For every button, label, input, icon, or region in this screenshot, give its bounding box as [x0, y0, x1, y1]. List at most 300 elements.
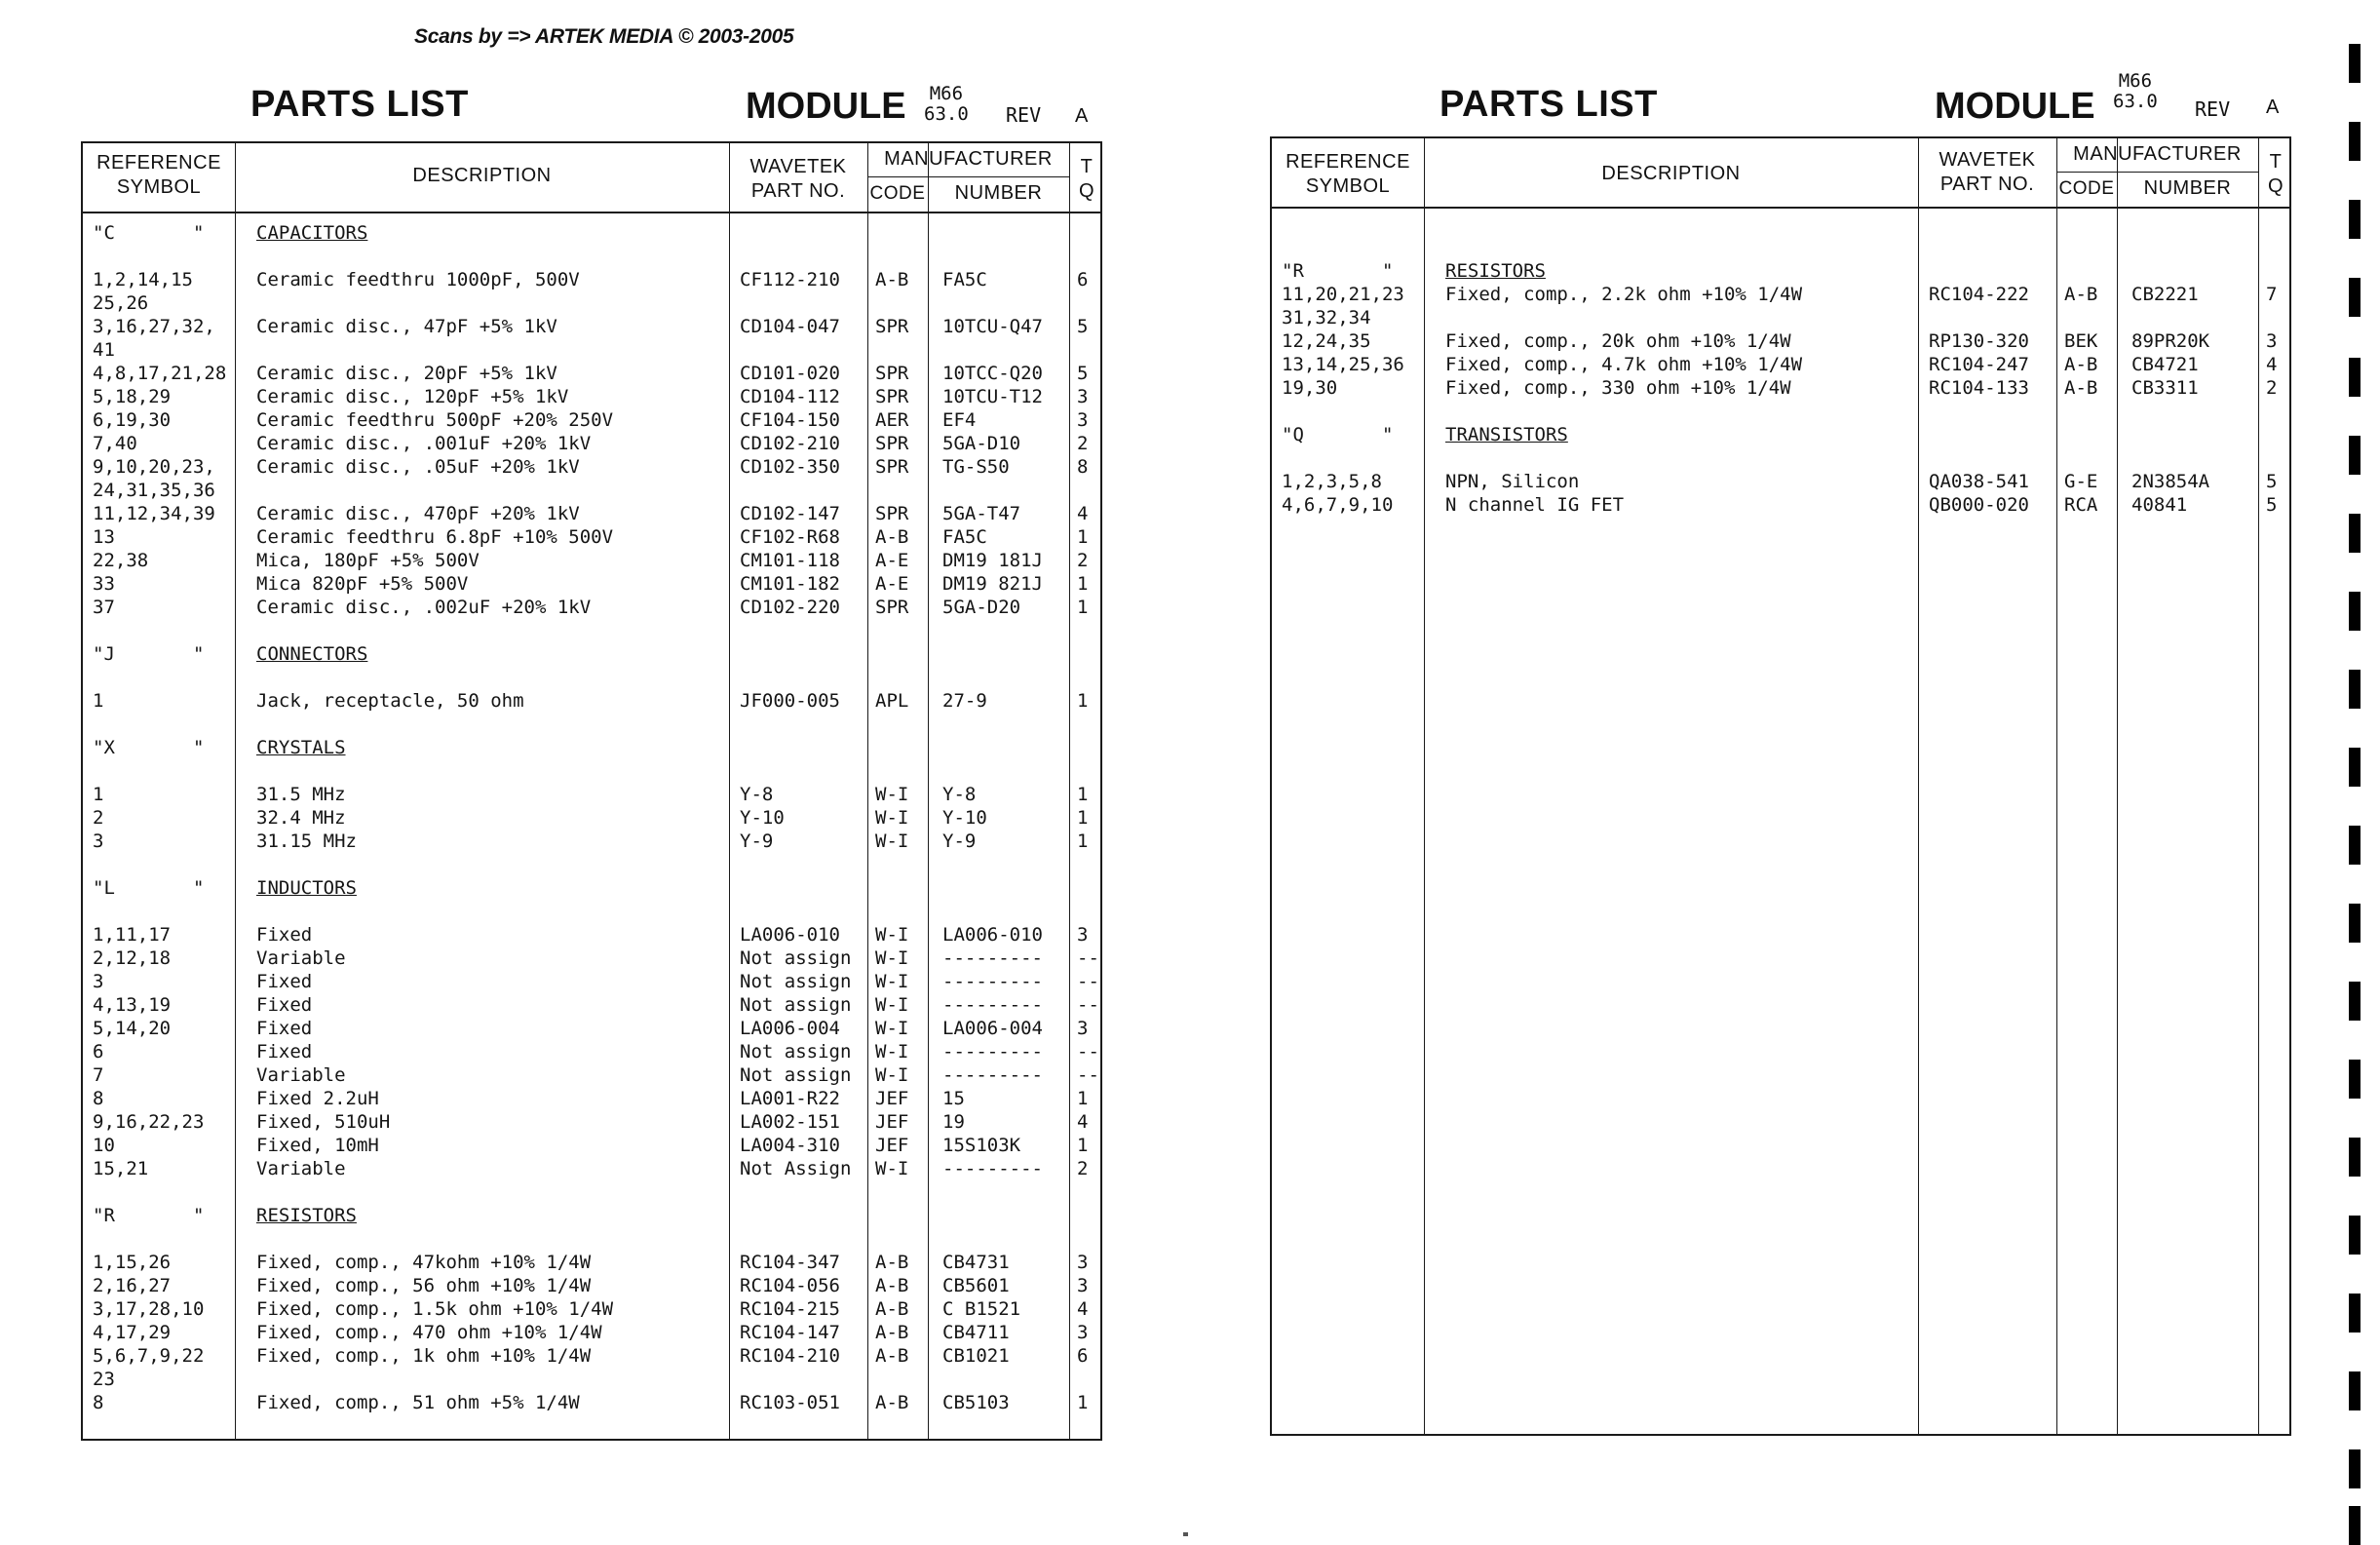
table-row: [83, 525, 1100, 549]
table-row: [83, 502, 1100, 525]
cell-desc: Ceramic disc., 20pF +5% 1kV: [256, 363, 557, 384]
cell-desc: Ceramic disc., 47pF +5% 1kV: [256, 316, 557, 337]
cell-desc: N channel IG FET: [1445, 494, 1625, 516]
table-row: [83, 1391, 1100, 1414]
cell-num: Y-8: [942, 784, 977, 805]
cell-part: RC104-347: [740, 1252, 840, 1273]
binder-mark: [2349, 514, 2361, 553]
cell-tq: 6: [1077, 269, 1089, 290]
cell-ref: 37: [93, 597, 115, 618]
cell-ref: 4,17,29: [93, 1322, 172, 1343]
cell-code: SPR: [875, 316, 909, 337]
cell-tq: 1: [1077, 1392, 1089, 1413]
cell-num: 5GA-D20: [942, 597, 1021, 618]
cell-tq: --: [1077, 947, 1099, 969]
cell-desc: Fixed, comp., 56 ohm +10% 1/4W: [256, 1275, 592, 1296]
cell-ref: 1,2,14,15: [93, 269, 193, 290]
hdr-code: CODE: [2058, 178, 2115, 199]
hdr-description: DESCRIPTION: [1601, 163, 1741, 184]
cell-ref: 1,2,3,5,8: [1282, 471, 1382, 492]
cell-part: LA004-310: [740, 1135, 840, 1156]
table-row: [1272, 353, 2289, 376]
cell-part: LA002-151: [740, 1111, 840, 1133]
table-row: [83, 1297, 1100, 1321]
cell-ref: 1: [93, 784, 104, 805]
scan-dot: [1183, 1532, 1188, 1536]
cell-part: CD102-210: [740, 433, 840, 454]
spacer-row: [1272, 446, 2289, 470]
cell-code: W-I: [875, 971, 909, 992]
right-parts-table: [1270, 136, 2291, 1436]
cell-num: LA006-004: [942, 1018, 1043, 1039]
hdr-number: NUMBER: [954, 182, 1043, 204]
cell-part: Not assign: [740, 994, 852, 1016]
cell-tq: 1: [1077, 690, 1089, 712]
hdr-reference: REFERENCE SYMBOL: [1286, 151, 1410, 197]
spacer-row: [83, 853, 1100, 876]
cell-tq: 2: [1077, 1158, 1089, 1179]
cell-code: A-B: [2064, 284, 2098, 305]
cell-desc: Variable: [256, 1158, 346, 1179]
binder-mark: [2349, 200, 2361, 239]
cell-ref: 3,16,27,32,: [93, 316, 215, 337]
cell-num: Y-10: [942, 807, 987, 829]
cell-num: CB3311: [2131, 377, 2199, 399]
cell-desc: Fixed, comp., 4.7k ohm +10% 1/4W: [1445, 354, 1803, 375]
binder-mark: [2349, 1371, 2361, 1410]
cell-part: Not assign: [740, 947, 852, 969]
cell-code: SPR: [875, 363, 909, 384]
binder-mark: [2349, 904, 2361, 943]
cell-tq: 5: [2266, 494, 2278, 516]
hdr-wavetek: WAVETEK PART NO.: [1939, 149, 2036, 195]
cell-part: RC104-133: [1929, 377, 2029, 399]
cell-desc: Fixed: [256, 971, 313, 992]
cell-num: ---------: [942, 947, 1043, 969]
cell-tq: 1: [1077, 807, 1089, 829]
binder-mark: [2349, 436, 2361, 475]
cell-code: A-B: [875, 1392, 909, 1413]
cell-code: A-B: [2064, 354, 2098, 375]
cell-num: CB2221: [2131, 284, 2199, 305]
cell-ref: 22,38: [93, 550, 149, 571]
cell-ref: 4,13,19: [93, 994, 172, 1016]
cell-desc: Fixed 2.2uH: [256, 1088, 379, 1109]
cell-ref: 8: [93, 1392, 104, 1413]
table-row: [83, 385, 1100, 408]
spacer-row: [1272, 236, 2289, 259]
cell-tq: 3: [2266, 330, 2278, 352]
hdr-wavetek: WAVETEK PART NO.: [749, 156, 847, 202]
cell-ref: 5,6,7,9,22: [93, 1345, 205, 1367]
cell-ref: 4,8,17,21,28: [93, 363, 227, 384]
cell-desc: Fixed, comp., 51 ohm +5% 1/4W: [256, 1392, 580, 1413]
table-row: [83, 1017, 1100, 1040]
section-header: [1272, 423, 2289, 446]
cell-num: ---------: [942, 994, 1043, 1016]
cell-code: A-B: [875, 1275, 909, 1296]
right-rows: [1272, 236, 2289, 517]
cell-ref: 24,31,35,36: [93, 480, 215, 501]
spacer-row: [83, 619, 1100, 642]
cell-part: CD102-147: [740, 503, 840, 524]
cell-num: CB1021: [942, 1345, 1010, 1367]
cell-desc: Fixed, 510uH: [256, 1111, 391, 1133]
cell-ref: 2,16,27: [93, 1275, 172, 1296]
mfr-rule: [2056, 172, 2258, 173]
cell-num: 40841: [2131, 494, 2188, 516]
cell-code: W-I: [875, 1018, 909, 1039]
table-row: [83, 291, 1100, 315]
cell-num: ---------: [942, 971, 1043, 992]
cell-tq: 1: [1077, 830, 1089, 852]
cell-num: ---------: [942, 1158, 1043, 1179]
cell-part: RP130-320: [1929, 330, 2029, 352]
hdr-tq: T Q: [2267, 151, 2284, 197]
table-row: [83, 689, 1100, 713]
table-row: [1272, 306, 2289, 329]
cell-num: ---------: [942, 1064, 1043, 1086]
cell-tq: 5: [2266, 471, 2278, 492]
cell-part: CM101-118: [740, 550, 840, 571]
spacer-row: [83, 245, 1100, 268]
cell-desc: Mica, 180pF +5% 500V: [256, 550, 480, 571]
table-row: [1272, 329, 2289, 353]
binder-mark: [2349, 1294, 2361, 1333]
cell-desc: Ceramic disc., 470pF +20% 1kV: [256, 503, 580, 524]
cell-ref: 41: [93, 339, 115, 361]
module-code-top: M66: [929, 83, 964, 104]
cell-desc: NPN, Silicon: [1445, 471, 1580, 492]
binder-mark: [2349, 278, 2361, 317]
binder-mark: [2349, 748, 2361, 787]
cell-part: Y-9: [740, 830, 774, 852]
cell-part: CD102-350: [740, 456, 840, 478]
cell-num: CB4731: [942, 1252, 1010, 1273]
cell-code: JEF: [875, 1135, 909, 1156]
cell-desc: Ceramic feedthru 6.8pF +10% 500V: [256, 526, 614, 548]
cell-tq: 4: [2266, 354, 2278, 375]
binder-mark: [2349, 1060, 2361, 1099]
table-row: [83, 268, 1100, 291]
cell-num: CB4711: [942, 1322, 1010, 1343]
table-row: [83, 923, 1100, 946]
cell-ref: 7,40: [93, 433, 137, 454]
cell-tq: 3: [1077, 1252, 1089, 1273]
cell-ref: 1,15,26: [93, 1252, 172, 1273]
cell-num: CB4721: [2131, 354, 2199, 375]
cell-ref: 6: [93, 1041, 104, 1062]
table-row: [1272, 376, 2289, 400]
table-row: [83, 1368, 1100, 1391]
cell-num: 89PR20K: [2131, 330, 2210, 352]
hdr-number: NUMBER: [2143, 177, 2232, 199]
cell-part: Not assign: [740, 1064, 852, 1086]
hdr-description: DESCRIPTION: [412, 165, 552, 186]
table-row: [83, 549, 1100, 572]
cell-code: W-I: [875, 784, 909, 805]
cell-desc: Variable: [256, 1064, 346, 1086]
cell-num: 15S103K: [942, 1135, 1021, 1156]
cell-tq: --: [1077, 994, 1099, 1016]
cell-num: DM19 181J: [942, 550, 1043, 571]
cell-num: CB5601: [942, 1275, 1010, 1296]
cell-part: CM101-182: [740, 573, 840, 595]
table-row: [83, 1134, 1100, 1157]
cell-num: 5GA-T47: [942, 503, 1021, 524]
cell-code: AER: [875, 409, 909, 431]
cell-num: 15: [942, 1088, 965, 1109]
cell-tq: 7: [2266, 284, 2278, 305]
spacer-row: [83, 666, 1100, 689]
cell-num: LA006-010: [942, 924, 1043, 946]
table-row: [83, 1321, 1100, 1344]
left-module-label: MODULE: [746, 86, 906, 127]
cell-code: A-B: [875, 1298, 909, 1320]
table-row: [83, 362, 1100, 385]
cell-code: A-B: [875, 1345, 909, 1367]
table-row: [83, 572, 1100, 596]
cell-code: W-I: [875, 994, 909, 1016]
cell-num: DM19 821J: [942, 573, 1043, 595]
left-rows: [83, 221, 1100, 1414]
cell-code: A-B: [875, 526, 909, 548]
cell-ref: 10: [93, 1135, 115, 1156]
cell-code: G-E: [2064, 471, 2098, 492]
cell-desc: Mica 820pF +5% 500V: [256, 573, 469, 595]
cell-part: Not assign: [740, 1041, 852, 1062]
binder-mark: [2349, 358, 2361, 397]
cell-part: Not assign: [740, 971, 852, 992]
cell-part: CF102-R68: [740, 526, 840, 548]
binder-mark: [2349, 122, 2361, 161]
module-code-top: M66: [2118, 70, 2153, 92]
hdr-manufacturer: MANUFACTURER: [2073, 143, 2242, 165]
cell-desc: Ceramic feedthru 500pF +20% 250V: [256, 409, 614, 431]
cell-ref: 12,24,35: [1282, 330, 1371, 352]
section-header: [83, 221, 1100, 245]
cell-ref: 11,12,34,39: [93, 503, 215, 524]
cell-tq: 6: [1077, 1345, 1089, 1367]
cell-code: W-I: [875, 830, 909, 852]
cell-tq: 2: [1077, 433, 1089, 454]
cell-ref: 9,10,20,23,: [93, 456, 215, 478]
table-row: [83, 1344, 1100, 1368]
cell-code: SPR: [875, 433, 909, 454]
cell-code: APL: [875, 690, 909, 712]
cell-num: ---------: [942, 1041, 1043, 1062]
cell-desc: Fixed, comp., 20k ohm +10% 1/4W: [1445, 330, 1791, 352]
cell-ref: "R ": [93, 1205, 205, 1226]
cell-num: 2N3854A: [2131, 471, 2210, 492]
cell-desc: Ceramic disc., .05uF +20% 1kV: [256, 456, 580, 478]
cell-code: A-E: [875, 550, 909, 571]
cell-num: CB5103: [942, 1392, 1010, 1413]
cell-part: CD104-047: [740, 316, 840, 337]
cell-code: W-I: [875, 807, 909, 829]
table-row: [83, 479, 1100, 502]
spacer-row: [83, 759, 1100, 783]
cell-desc: INDUCTORS: [256, 877, 357, 899]
cell-tq: 4: [1077, 1111, 1089, 1133]
cell-num: 27-9: [942, 690, 987, 712]
binder-mark: [2349, 592, 2361, 631]
cell-ref: 13: [93, 526, 115, 548]
cell-num: Y-9: [942, 830, 977, 852]
table-row: [83, 1063, 1100, 1087]
cell-ref: 23: [93, 1369, 115, 1390]
cell-desc: Ceramic feedthru 1000pF, 500V: [256, 269, 580, 290]
cell-code: A-B: [875, 1252, 909, 1273]
mfr-rule: [867, 176, 1069, 177]
cell-desc: Ceramic disc., .002uF +20% 1kV: [256, 597, 592, 618]
cell-ref: 3,17,28,10: [93, 1298, 205, 1320]
left-rev-value: A: [1075, 105, 1089, 127]
right-rev-value: A: [2266, 97, 2280, 118]
spacer-row: [83, 1180, 1100, 1204]
cell-tq: 3: [1077, 1322, 1089, 1343]
cell-ref: 13,14,25,36: [1282, 354, 1404, 375]
table-row: [83, 315, 1100, 338]
cell-desc: Ceramic disc., .001uF +20% 1kV: [256, 433, 592, 454]
cell-desc: Fixed: [256, 1018, 313, 1039]
cell-part: RC104-215: [740, 1298, 840, 1320]
cell-ref: 6,19,30: [93, 409, 172, 431]
cell-ref: 7: [93, 1064, 104, 1086]
cell-tq: --: [1077, 1041, 1099, 1062]
cell-desc: Jack, receptacle, 50 ohm: [256, 690, 524, 712]
table-row: [83, 1157, 1100, 1180]
cell-desc: Ceramic disc., 120pF +5% 1kV: [256, 386, 569, 407]
binder-mark: [2349, 670, 2361, 709]
cell-ref: 1: [93, 690, 104, 712]
section-header: [83, 876, 1100, 900]
hdr-code: CODE: [869, 183, 926, 204]
cell-part: Y-8: [740, 784, 774, 805]
cell-tq: 3: [1077, 1275, 1089, 1296]
cell-desc: 32.4 MHz: [256, 807, 346, 829]
cell-desc: Fixed, comp., 330 ohm +10% 1/4W: [1445, 377, 1791, 399]
spacer-row: [83, 713, 1100, 736]
table-row: [83, 783, 1100, 806]
cell-tq: 1: [1077, 784, 1089, 805]
cell-ref: 9,16,22,23: [93, 1111, 205, 1133]
cell-desc: CONNECTORS: [256, 643, 368, 665]
cell-tq: 1: [1077, 597, 1089, 618]
cell-tq: 8: [1077, 456, 1089, 478]
table-row: [83, 1040, 1100, 1063]
cell-desc: 31.15 MHz: [256, 830, 357, 852]
cell-num: C B1521: [942, 1298, 1021, 1320]
cell-part: LA001-R22: [740, 1088, 840, 1109]
left-module-code: [924, 84, 969, 125]
binder-mark: [2349, 1506, 2361, 1545]
cell-part: CF112-210: [740, 269, 840, 290]
cell-tq: 2: [1077, 550, 1089, 571]
cell-tq: 3: [1077, 386, 1089, 407]
module-code-bottom: 63.0: [2113, 91, 2158, 112]
right-module-label: MODULE: [1935, 86, 2095, 127]
cell-tq: --: [1077, 1064, 1099, 1086]
cell-ref: 1,11,17: [93, 924, 172, 946]
cell-code: SPR: [875, 597, 909, 618]
binder-mark: [2349, 826, 2361, 865]
cell-part: LA006-010: [740, 924, 840, 946]
cell-code: BEK: [2064, 330, 2098, 352]
cell-ref: 2: [93, 807, 104, 829]
spacer-row: [1272, 400, 2289, 423]
cell-ref: 15,21: [93, 1158, 149, 1179]
table-row: [1272, 470, 2289, 493]
cell-desc: Fixed: [256, 994, 313, 1016]
header-rule: [1272, 207, 2289, 209]
cell-desc: RESISTORS: [256, 1205, 357, 1226]
cell-tq: 1: [1077, 1135, 1089, 1156]
cell-desc: Fixed, comp., 1k ohm +10% 1/4W: [256, 1345, 592, 1367]
hdr-reference: REFERENCE SYMBOL: [96, 152, 221, 198]
cell-part: CD101-020: [740, 363, 840, 384]
cell-desc: Fixed, comp., 1.5k ohm +10% 1/4W: [256, 1298, 614, 1320]
cell-desc: Fixed, comp., 470 ohm +10% 1/4W: [256, 1322, 602, 1343]
cell-code: RCA: [2064, 494, 2098, 516]
binder-mark: [2349, 1138, 2361, 1177]
cell-part: QB000-020: [1929, 494, 2029, 516]
cell-part: RC103-051: [740, 1392, 840, 1413]
cell-part: Not Assign: [740, 1158, 852, 1179]
table-row: [83, 408, 1100, 432]
cell-ref: "C ": [93, 222, 205, 244]
cell-desc: Fixed, comp., 2.2k ohm +10% 1/4W: [1445, 284, 1803, 305]
binder-mark: [2349, 982, 2361, 1021]
cell-ref: 3: [93, 830, 104, 852]
table-row: [1272, 493, 2289, 517]
cell-part: CD104-112: [740, 386, 840, 407]
left-rev-label: REV: [1006, 103, 1042, 127]
cell-code: W-I: [875, 1158, 909, 1179]
cell-desc: TRANSISTORS: [1445, 424, 1568, 445]
cell-desc: Variable: [256, 947, 346, 969]
module-code-bottom: 63.0: [924, 103, 969, 125]
header-rule: [83, 212, 1100, 213]
table-row: [1272, 283, 2289, 306]
cell-num: 10TCU-Q47: [942, 316, 1043, 337]
cell-code: W-I: [875, 947, 909, 969]
cell-code: SPR: [875, 503, 909, 524]
cell-tq: 1: [1077, 1088, 1089, 1109]
cell-ref: 3: [93, 971, 104, 992]
cell-num: 19: [942, 1111, 965, 1133]
binder-mark: [2349, 1216, 2361, 1255]
cell-ref: 33: [93, 573, 115, 595]
table-row: [83, 455, 1100, 479]
section-header: [1272, 259, 2289, 283]
cell-tq: 1: [1077, 526, 1089, 548]
cell-ref: 4,6,7,9,10: [1282, 494, 1394, 516]
cell-ref: "J ": [93, 643, 205, 665]
cell-ref: 8: [93, 1088, 104, 1109]
cell-num: 10TCC-Q20: [942, 363, 1043, 384]
table-row: [83, 1274, 1100, 1297]
binder-mark: [2349, 44, 2361, 83]
cell-code: A-E: [875, 573, 909, 595]
cell-code: W-I: [875, 1041, 909, 1062]
cell-part: Y-10: [740, 807, 785, 829]
table-row: [83, 993, 1100, 1017]
cell-part: RC104-056: [740, 1275, 840, 1296]
left-page-title: PARTS LIST: [250, 84, 469, 125]
cell-part: QA038-541: [1929, 471, 2029, 492]
cell-code: SPR: [875, 386, 909, 407]
